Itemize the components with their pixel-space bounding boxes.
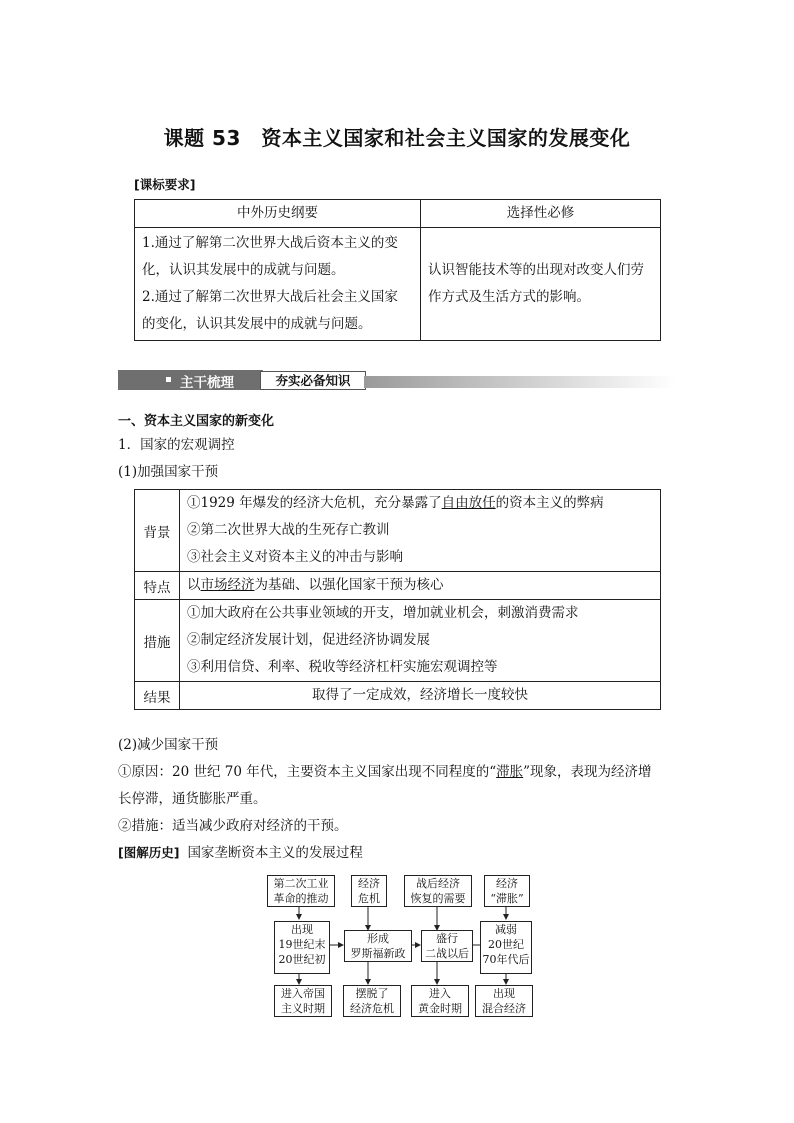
node-mid-1 [274,921,330,974]
node-text: 主义时期 [281,1002,325,1015]
col1-header: 中外历史纲要 [135,200,421,228]
node-text: 出现 [291,923,313,936]
node-text: 战后经济 [416,877,460,890]
node-text: 摆脱了 [355,987,389,1000]
col1-content [135,228,421,341]
node-mid-4 [480,921,532,974]
measure-line: ③利用信贷、利率、税收等经济杠杆实施宏观调控等 [187,659,498,675]
col2-line: 作方式及生活方式的影响。 [428,289,590,305]
background-key: 背景 [135,490,180,572]
col2-content [421,228,661,341]
node-text: 经济危机 [350,1002,394,1015]
node-text: “滞胀” [490,892,524,905]
node-top-2 [351,875,387,907]
feature-text: 为基础、以强化国家干预为核心 [254,577,444,593]
col1-line: 化，认识其发展中的成就与问题。 [142,262,345,278]
col2-line: 认识智能技术等的出现对改变人们劳 [428,262,644,278]
node-text: 第二次工业 [273,877,329,890]
feature-text: 以 [187,577,201,593]
node-text: 20世纪初 [278,953,326,966]
diagram-heading [118,845,363,861]
result-key: 结果 [135,682,180,710]
col1-line: 的变化，认识其发展中的成就与问题。 [142,316,372,332]
measure-text: ②措施：适当减少政府对经济的干预。 [118,818,348,834]
reason-line-1 [118,764,652,780]
diagram-heading-text: 国家垄断资本主义的发展过程 [187,845,363,861]
measure-key: 措施 [135,600,180,682]
reason-text: ①原因：20 世纪 70 年代，主要资本主义国家出现不同程度的“ [118,764,497,780]
background-cell [180,490,661,572]
node-bottom-4 [475,985,533,1017]
reason-line-2: 长停滞，通货膨胀严重。 [118,791,267,807]
node-text: 进入 [429,987,451,1000]
node-text: 革命的推动 [273,892,329,905]
node-mid-3 [421,930,473,962]
col1-line: 1.通过了解第二次世界大战后资本主义的变 [142,235,398,251]
measure-line: ②制定经济发展计划，促进经济协调发展 [187,632,430,648]
node-text: 20世纪 [488,938,524,951]
node-top-3 [404,875,472,907]
node-text: 经济 [496,877,518,890]
diagram-tag: [图解历史] [118,845,180,860]
curriculum-table [134,199,661,341]
node-text: 进入帝国 [281,987,325,1000]
node-text: 19世纪末 [278,938,326,951]
node-text: 减弱 [495,923,517,936]
feature-key: 特点 [135,572,180,600]
node-text: 黄金时期 [418,1002,462,1015]
node-text: 危机 [358,892,380,905]
node-text: 70年代后 [482,953,530,966]
feature-cell [180,572,661,600]
band-label: 主干梳理 [180,375,234,391]
node-text: 恢复的需要 [410,892,466,905]
node-text: 盛行 [436,932,458,945]
intervention-table [134,489,661,710]
node-text: 二战以后 [425,947,469,960]
node-text: 出现 [493,987,515,1000]
reason-text: ”现象，表现为经济增 [523,764,652,780]
node-top-1 [267,875,335,907]
background-line-3: ③社会主义对资本主义的冲击与影响 [187,549,403,565]
col1-line: 2.通过了解第二次世界大战后社会主义国家 [142,289,398,305]
page-title: 课题 53 资本主义国家和社会主义国家的发展变化 [163,126,631,150]
background-line-2: ②第二次世界大战的生死存亡教训 [187,522,390,538]
flow-diagram [263,874,533,1020]
node-bottom-1 [274,985,332,1017]
band-bullet-icon [166,377,171,382]
result-text: 取得了一定成效，经济增长一度较快 [312,687,528,703]
section1-heading: 一、资本主义国家的新变化 [118,414,275,429]
measure-cell [180,600,661,682]
background-text: 的资本主义的弊病 [495,495,604,511]
background-line-1 [187,490,660,517]
underlined-term: 市场经济 [200,577,255,593]
curriculum-heading: [课标要求] [134,177,196,192]
sub1a-heading: (1)加强国家干预 [118,464,219,480]
sub1b-heading: (2)减少国家干预 [118,737,219,753]
underlined-term: 滞胀 [496,764,524,780]
node-bottom-3 [411,985,469,1017]
section-band [118,370,675,390]
node-top-4 [484,875,530,907]
background-text: ①1929 年爆发的经济大危机，充分暴露了 [187,495,442,511]
result-cell [180,682,661,710]
node-text: 罗斯福新政 [350,947,406,960]
feature-line [187,572,660,599]
sub1-heading: 1．国家的宏观调控 [118,437,235,453]
node-text: 混合经济 [482,1002,526,1015]
col2-header: 选择性必修 [421,200,661,228]
band-gradient [364,376,675,388]
node-bottom-2 [343,985,401,1017]
node-text: 形成 [367,932,389,945]
underlined-term: 自由放任 [441,495,496,511]
node-text: 经济 [358,877,380,890]
band-tag: 夯实必备知识 [260,371,366,390]
node-mid-2 [344,930,412,962]
measure-line: ①加大政府在公共事业领域的开支，增加就业机会，刺激消费需求 [187,605,579,621]
